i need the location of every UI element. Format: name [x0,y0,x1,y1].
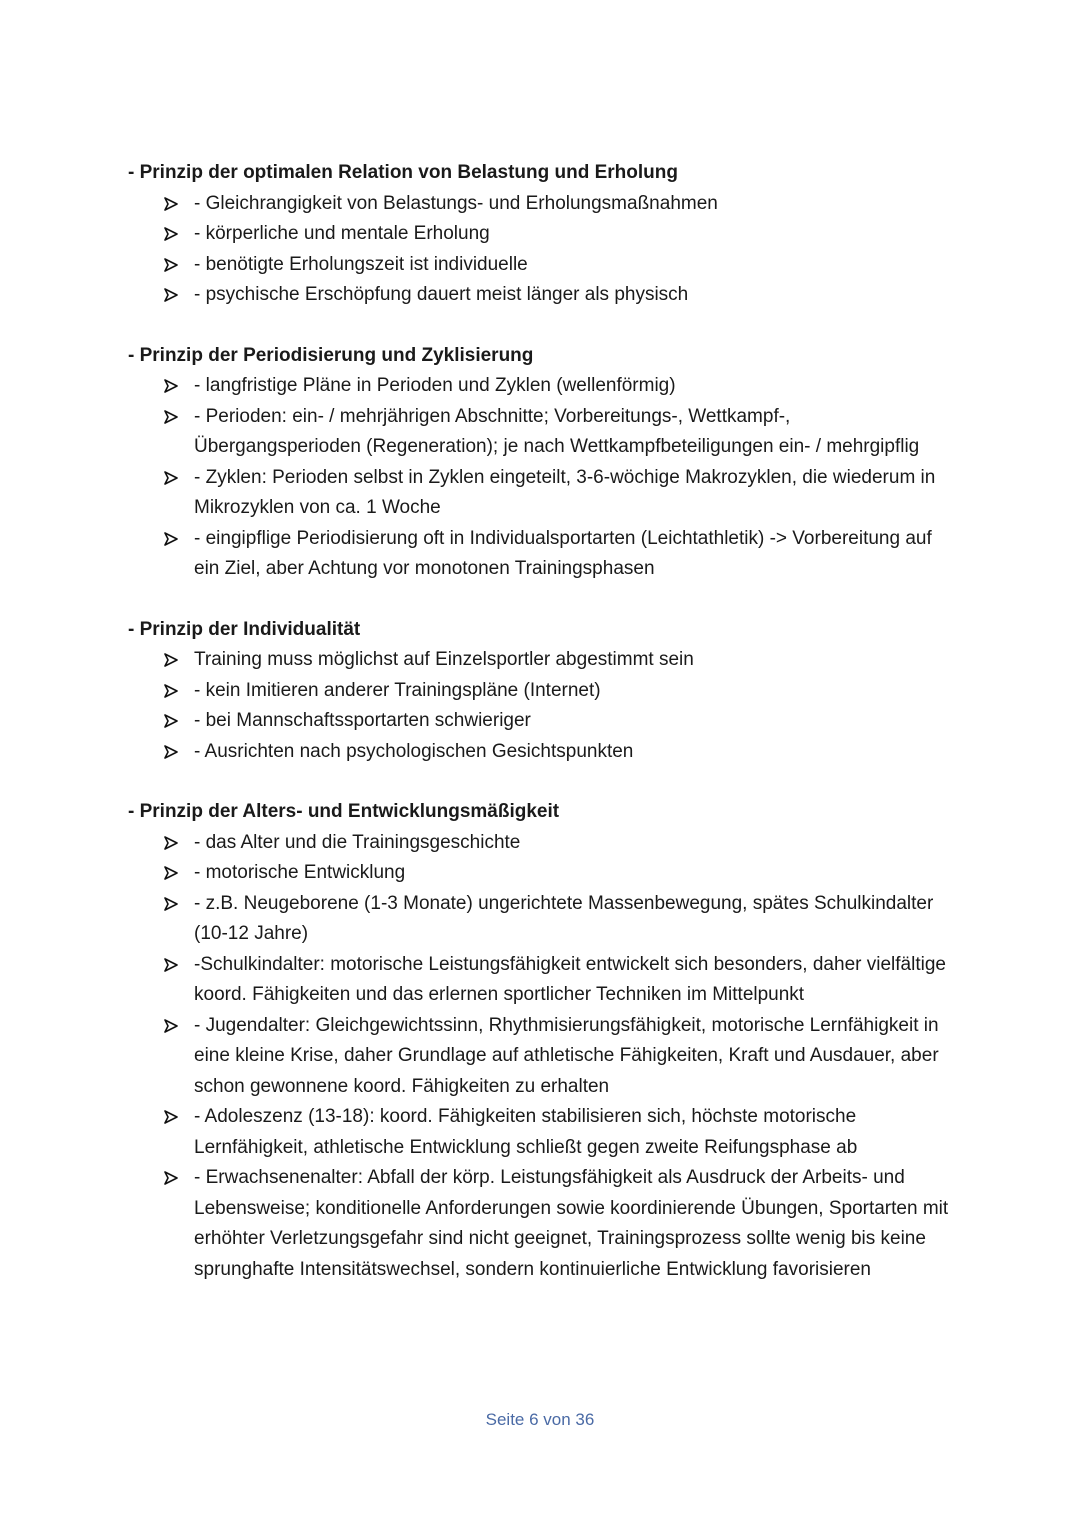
bullet-text: - eingipflige Periodisierung oft in Individualsportarten (Leichtathletik) -> Vorbereitung auf ein Ziel, aber Achtung vor monotonen Trainingsphasen [194,527,932,579]
section-heading: - Prinzip der Alters- und Entwicklungsmäßigkeit [128,801,560,822]
bullet-item [128,676,958,707]
bullet-item [128,250,958,281]
arrowhead-bullet-icon [164,866,178,880]
arrowhead-bullet-icon [164,471,178,485]
bullet-item [128,858,958,889]
bullet-item [128,1163,958,1285]
principle-section [128,341,958,585]
bullet-text: - z.B. Neugeborene (1-3 Monate) ungerichtete Massenbewegung, spätes Schulkindalter (10-12 Jahre) [194,892,934,944]
section-heading: - Prinzip der optimalen Relation von Belastung und Erholung [128,162,678,183]
arrowhead-bullet-icon [164,714,178,728]
arrowhead-bullet-icon [164,197,178,211]
bullet-text: - langfristige Pläne in Perioden und Zyklen (wellenförmig) [194,375,676,396]
page-footer: Seite 6 von 36 [485,1410,595,1429]
bullet-text: - Adoleszenz (13-18): koord. Fähigkeiten stabilisieren sich, höchste motorische Lernfähigkeit, athletische Entwicklung schließt gegen zweite Reifungsphase ab [194,1106,858,1158]
bullet-item [128,737,958,768]
bullet-text: - Perioden: ein- / mehrjährigen Abschnitte; Vorbereitungs-, Wettkampf-, Übergangsperioden (Regeneration); je nach Wettkampfbeteiligungen ein- / mehrgipflig [194,405,920,457]
bullet-text: - Ausrichten nach psychologischen Gesichtspunkten [194,740,634,762]
section-heading: - Prinzip der Periodisierung und Zyklisierung [128,344,534,366]
bullet-item [128,402,958,463]
bullet-item [128,645,958,676]
bullet-item [128,463,958,524]
bullet-item [128,1011,958,1103]
bullet-text: - Gleichrangigkeit von Belastungs- und Erholungsmaßnahmen [194,192,718,214]
bullet-list [128,371,958,585]
bullet-item [128,950,958,1011]
arrowhead-bullet-icon [164,410,178,424]
arrowhead-bullet-icon [164,258,178,272]
arrowhead-bullet-icon [164,958,178,972]
bullet-text: - psychische Erschöpfung dauert meist länger als physisch [194,284,689,305]
bullet-item [128,1102,958,1163]
bullet-item [128,280,958,311]
arrowhead-bullet-icon [164,288,178,302]
arrowhead-bullet-icon [164,836,178,850]
arrowhead-bullet-icon [164,1171,178,1185]
arrowhead-bullet-icon [164,1019,178,1033]
bullet-text: - kein Imitieren anderer Trainingspläne (Internet) [194,679,601,701]
bullet-text: - benötigte Erholungszeit ist individuelle [194,253,528,275]
section-heading: - Prinzip der Individualität [128,618,361,640]
bullet-list [128,828,958,1286]
bullet-item [128,524,958,585]
bullet-list [128,645,958,767]
bullet-item [128,828,958,859]
bullet-list [128,189,958,311]
arrowhead-bullet-icon [164,379,178,393]
arrowhead-bullet-icon [164,1110,178,1124]
bullet-item [128,219,958,250]
bullet-text: - bei Mannschaftssportarten schwieriger [194,710,531,731]
bullet-text: Training muss möglichst auf Einzelsportler abgestimmt sein [194,649,694,670]
bullet-item [128,371,958,402]
document-body [128,158,958,1315]
arrowhead-bullet-icon [164,684,178,698]
arrowhead-bullet-icon [164,227,178,241]
bullet-text: -Schulkindalter: motorische Leistungsfähigkeit entwickelt sich besonders, daher vielfältige koord. Fähigkeiten und das erlernen sportlicher Techniken im Mittelpunkt [194,953,946,1005]
bullet-item [128,889,958,950]
bullet-item [128,189,958,220]
principle-section [128,158,958,311]
bullet-text: - das Alter und die Trainingsgeschichte [194,831,521,853]
principle-section [128,615,958,768]
arrowhead-bullet-icon [164,897,178,911]
arrowhead-bullet-icon [164,745,178,759]
arrowhead-bullet-icon [164,653,178,667]
principle-section [128,797,958,1285]
bullet-text: - Erwachsenenalter: Abfall der körp. Leistungsfähigkeit als Ausdruck der Arbeits- und Lebensweise; konditionelle Anforderungen sowie koordinierende Übungen, Sportarten mit erhöhter Verletzungsgefahr sind nicht geeignet, Trainingsprozess sollte wenig bis keine sprunghafte Intensitätswechsel, sondern kontinuierliche Entwicklung favorisieren [194,1167,949,1280]
bullet-text: - Jugendalter: Gleichgewichtssinn, Rhythmisierungsfähigkeit, motorische Lernfähigkeit in eine kleine Krise, daher Grundlage auf athletische Fähigkeiten, Kraft und Ausdauer, aber schon gewonnene koord. Fähigkeiten zu erhalten [194,1014,939,1097]
bullet-item [128,706,958,737]
bullet-text: - motorische Entwicklung [194,862,406,883]
bullet-text: - körperliche und mentale Erholung [194,223,490,244]
arrowhead-bullet-icon [164,532,178,546]
bullet-text: - Zyklen: Perioden selbst in Zyklen eingeteilt, 3-6-wöchige Makrozyklen, die wiederum in Mikrozyklen von ca. 1 Woche [194,466,936,518]
